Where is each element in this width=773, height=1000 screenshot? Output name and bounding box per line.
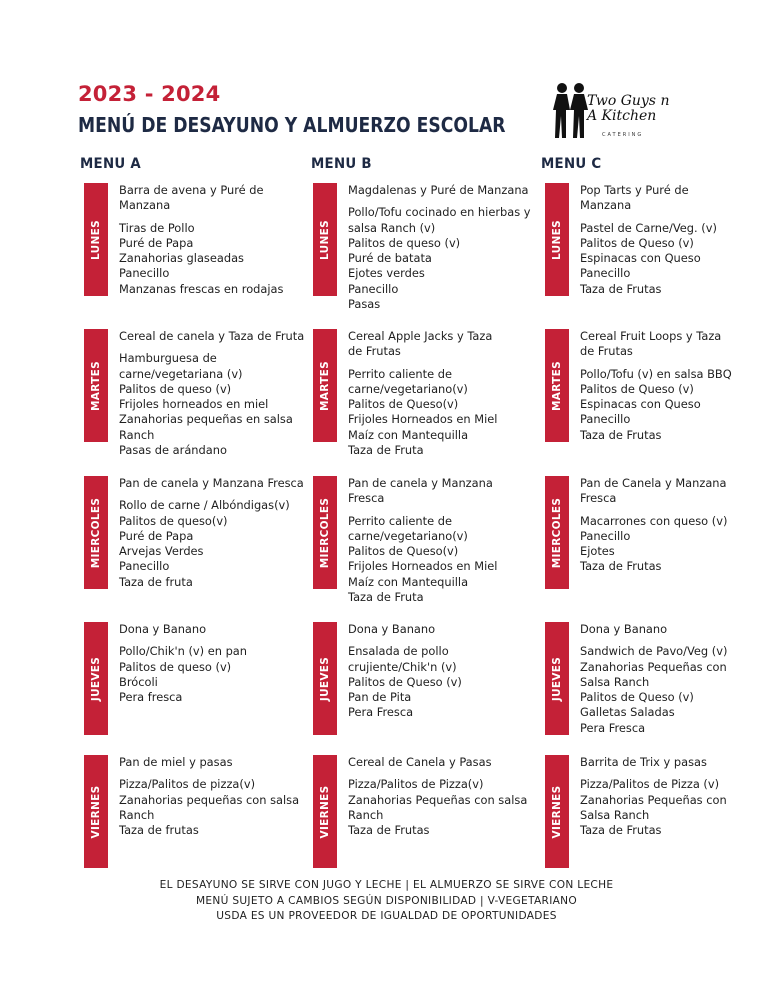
lunch-item: Frijoles Horneados en Miel xyxy=(348,412,498,427)
lunch-item: Zanahorias pequeñas en salsa Ranch xyxy=(119,412,293,442)
meal-items xyxy=(119,476,314,590)
lunch-item: Zanahorias pequeñas con salsa Ranch xyxy=(119,792,300,822)
menu-c-jueves-block xyxy=(545,622,760,735)
lunch-item: Ejotes verdes xyxy=(348,266,425,281)
lunch-item: Galletas Saladas xyxy=(580,705,675,720)
lunch-item: Tiras de Pollo xyxy=(119,220,195,235)
lunch-item: Panecillo xyxy=(580,412,631,427)
lunch-item: Brócoli xyxy=(119,674,158,689)
lunch-item: Panecillo xyxy=(119,266,170,281)
menu-b-martes-block xyxy=(313,329,528,458)
lunch-item: Panecillo xyxy=(580,528,631,543)
day-label: JUEVES xyxy=(90,656,102,701)
lunch-item: Taza de Fruta xyxy=(348,443,424,458)
meal-items xyxy=(580,755,773,838)
menu-c-miercoles-block xyxy=(545,476,760,589)
day-label: MARTES xyxy=(319,360,331,411)
meal-items xyxy=(119,755,314,838)
day-label: LUNES xyxy=(90,219,102,260)
lunch-item: Espinacas con Queso xyxy=(580,397,701,412)
breakfast-item: Pan de canela y Manzana Fresca xyxy=(119,476,304,490)
day-label-bar xyxy=(313,622,337,735)
breakfast-item: Barrita de Trix y pasas xyxy=(580,755,707,769)
menu-b-lunes-block xyxy=(313,183,531,312)
menu-b-heading: MENU B xyxy=(311,156,372,172)
lunch-item: Frijoles horneados en miel xyxy=(119,397,269,412)
lunch-item: Pollo/Tofu (v) en salsa BBQ xyxy=(580,366,732,381)
lunch-item: Palitos de Queso (v) xyxy=(580,381,694,396)
meal-items xyxy=(580,476,773,575)
breakfast-item: Pop Tarts y Puré de Manzana xyxy=(580,183,689,213)
meal-items xyxy=(348,755,543,838)
day-label: MARTES xyxy=(90,360,102,411)
footer-line: USDA ES UN PROVEEDOR DE IGUALDAD DE OPORTUNIDADES xyxy=(216,910,557,922)
lunch-item: Puré de Papa xyxy=(119,528,194,543)
lunch-item: Panecillo xyxy=(119,559,170,574)
lunch-item: Espinacas con Queso xyxy=(580,251,701,266)
day-label: MIERCOLES xyxy=(551,497,563,568)
lunch-item: Pera Fresca xyxy=(348,705,414,720)
day-label-bar xyxy=(84,755,108,868)
page-title: MENÚ DE DESAYUNO Y ALMUERZO ESCOLAR xyxy=(78,113,506,137)
lunch-item: Taza de frutas xyxy=(119,823,199,838)
lunch-item: Pasas xyxy=(348,297,381,312)
lunch-item: Palitos de Queso (v) xyxy=(580,690,694,705)
lunch-item: Hamburguesa de carne/vegetariana (v) xyxy=(119,351,243,381)
breakfast-item: Cereal Apple Jacks y Taza de Frutas xyxy=(348,329,493,359)
day-label: MIERCOLES xyxy=(319,497,331,568)
meal-items xyxy=(348,476,543,605)
menu-c-viernes-block xyxy=(545,755,760,868)
lunch-item: Zanahorias glaseadas xyxy=(119,251,244,266)
logo-line-1: Two Guys n xyxy=(587,93,670,109)
school-year: 2023 - 2024 xyxy=(78,82,221,106)
lunch-item: Palitos de queso (v) xyxy=(119,659,232,674)
breakfast-item: Dona y Banano xyxy=(119,622,207,636)
day-label-bar xyxy=(84,183,108,296)
day-label-bar xyxy=(84,476,108,589)
lunch-item: Frijoles Horneados en Miel xyxy=(348,559,498,574)
breakfast-item: Pan de miel y pasas xyxy=(119,755,233,769)
lunch-item: Pizza/Palitos de pizza(v) xyxy=(119,777,256,792)
meal-items xyxy=(119,329,314,458)
day-label: VIERNES xyxy=(551,785,563,838)
lunch-item: Taza de Frutas xyxy=(580,823,662,838)
day-label: MARTES xyxy=(551,360,563,411)
menu-a-martes-block xyxy=(84,329,305,458)
lunch-item: Perrito caliente de carne/vegetariano(v) xyxy=(348,513,468,543)
lunch-item: Zanahorias Pequeñas con Salsa Ranch xyxy=(580,659,727,689)
menu-c-heading: MENU C xyxy=(541,156,602,172)
day-label-bar xyxy=(84,622,108,735)
lunch-item: Manzanas frescas en rodajas xyxy=(119,281,284,296)
menu-c-lunes-block xyxy=(545,183,760,296)
day-label: LUNES xyxy=(319,219,331,260)
meal-items xyxy=(348,622,543,721)
lunch-item: Pollo/Tofu cocinado en hierbas y salsa Ranch (v) xyxy=(348,205,531,235)
lunch-item: Pan de Pita xyxy=(348,690,412,705)
day-label-bar xyxy=(313,755,337,868)
day-label-bar xyxy=(84,329,108,442)
day-label: LUNES xyxy=(551,219,563,260)
day-label-bar xyxy=(313,183,337,296)
footer-line: EL DESAYUNO SE SIRVE CON JUGO Y LECHE | EL ALMUERZO SE SIRVE CON LECHE xyxy=(159,879,614,891)
menu-a-miercoles-block xyxy=(84,476,304,589)
footer-line: MENÚ SUJETO A CAMBIOS SEGÚN DISPONIBILIDAD | V-VEGETARIANO xyxy=(195,894,578,907)
lunch-item: Arvejas Verdes xyxy=(119,544,204,559)
logo-wordmark xyxy=(587,94,669,124)
lunch-item: Pizza/Palitos de Pizza(v) xyxy=(348,777,484,792)
lunch-item: Pera Fresca xyxy=(580,720,646,735)
day-label: VIERNES xyxy=(90,785,102,838)
lunch-item: Palitos de queso(v) xyxy=(119,513,228,528)
lunch-item: Maíz con Mantequilla xyxy=(348,574,469,589)
lunch-item: Palitos de Queso (v) xyxy=(580,235,694,250)
breakfast-item: Cereal Fruit Loops y Taza de Frutas xyxy=(580,329,722,359)
menu-b-viernes-block xyxy=(313,755,528,868)
breakfast-item: Barra de avena y Puré de Manzana xyxy=(119,183,264,213)
lunch-item: Rollo de carne / Albóndigas(v) xyxy=(119,498,290,513)
lunch-item: Perrito caliente de carne/vegetariano(v) xyxy=(348,366,468,396)
day-label-bar xyxy=(545,755,569,868)
lunch-item: Palitos de queso (v) xyxy=(119,381,232,396)
lunch-item: Ejotes xyxy=(580,544,615,559)
lunch-item: Palitos de Queso(v) xyxy=(348,544,459,559)
day-label: JUEVES xyxy=(551,656,563,701)
lunch-item: Pastel de Carne/Veg. (v) xyxy=(580,220,717,235)
lunch-item: Maíz con Mantequilla xyxy=(348,427,469,442)
day-label-bar xyxy=(545,329,569,442)
meal-items xyxy=(580,183,773,297)
footer-notes xyxy=(0,878,773,925)
breakfast-item: Pan de canela y Manzana Fresca xyxy=(348,476,493,506)
lunch-item: Taza de Frutas xyxy=(348,823,430,838)
meal-items xyxy=(119,622,314,705)
day-label: VIERNES xyxy=(319,785,331,838)
menu-a-heading: MENU A xyxy=(80,156,142,172)
breakfast-item: Cereal de canela y Taza de Fruta xyxy=(119,329,305,343)
meal-items xyxy=(119,183,314,297)
meal-items xyxy=(348,329,543,458)
lunch-item: Taza de fruta xyxy=(119,574,193,589)
menu-c-martes-block xyxy=(545,329,760,442)
meal-items xyxy=(348,183,543,312)
lunch-item: Puré de batata xyxy=(348,251,432,266)
lunch-item: Taza de Frutas xyxy=(580,427,662,442)
meal-items xyxy=(580,329,773,443)
lunch-item: Macarrones con queso (v) xyxy=(580,513,728,528)
lunch-item: Palitos de queso (v) xyxy=(348,235,461,250)
breakfast-item: Magdalenas y Puré de Manzana xyxy=(348,183,529,197)
menu-b-jueves-block xyxy=(313,622,528,735)
lunch-item: Taza de Frutas xyxy=(580,559,662,574)
meal-items xyxy=(580,622,773,736)
lunch-item: Palitos de Queso (v) xyxy=(348,674,462,689)
breakfast-item: Dona y Banano xyxy=(580,622,668,636)
logo-subtitle: CATERING xyxy=(602,132,644,138)
lunch-item: Pera fresca xyxy=(119,690,183,705)
menu-b-miercoles-block xyxy=(313,476,528,605)
lunch-item: Pizza/Palitos de Pizza (v) xyxy=(580,777,720,792)
lunch-item: Ensalada de pollo crujiente/Chik'n (v) xyxy=(348,644,457,674)
lunch-item: Pasas de arándano xyxy=(119,443,227,458)
breakfast-item: Dona y Banano xyxy=(348,622,436,636)
lunch-item: Taza de Frutas xyxy=(580,281,662,296)
breakfast-item: Pan de Canela y Manzana Fresca xyxy=(580,476,727,506)
lunch-item: Palitos de Queso(v) xyxy=(348,397,459,412)
menu-a-viernes-block xyxy=(84,755,299,868)
day-label-bar xyxy=(545,183,569,296)
lunch-item: Zanahorias Pequeñas con salsa Ranch xyxy=(348,792,528,822)
lunch-item: Puré de Papa xyxy=(119,235,194,250)
day-label: MIERCOLES xyxy=(90,497,102,568)
logo-line-2: A Kitchen xyxy=(587,108,657,124)
lunch-item: Panecillo xyxy=(580,266,631,281)
day-label-bar xyxy=(545,622,569,735)
lunch-item: Sandwich de Pavo/Veg (v) xyxy=(580,644,728,659)
lunch-item: Taza de Fruta xyxy=(348,590,424,605)
lunch-item: Pollo/Chik'n (v) en pan xyxy=(119,644,247,659)
menu-a-jueves-block xyxy=(84,622,299,735)
breakfast-item: Cereal de Canela y Pasas xyxy=(348,755,492,769)
lunch-item: Zanahorias Pequeñas con Salsa Ranch xyxy=(580,792,727,822)
menu-a-lunes-block xyxy=(84,183,299,296)
day-label-bar xyxy=(313,476,337,589)
day-label-bar xyxy=(545,476,569,589)
lunch-item: Panecillo xyxy=(348,281,399,296)
day-label: JUEVES xyxy=(319,656,331,701)
day-label-bar xyxy=(313,329,337,442)
